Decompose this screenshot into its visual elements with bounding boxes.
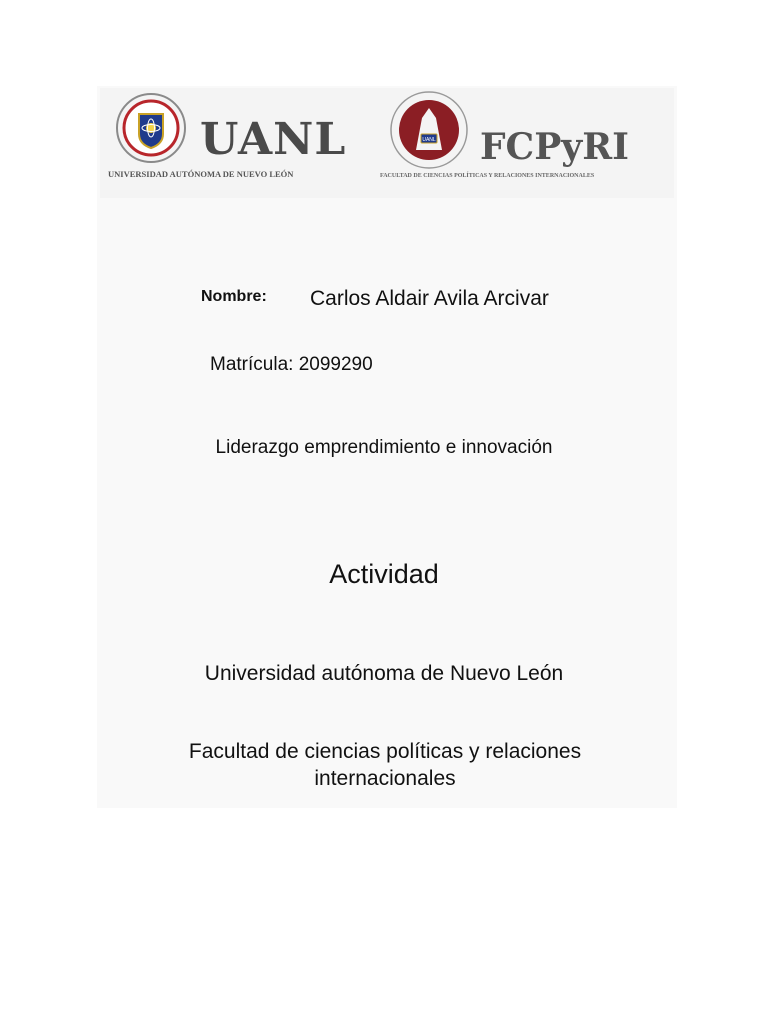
page-title: Actividad [329,559,439,589]
course-name: Liderazgo emprendimiento e innovación [215,437,553,458]
student-name: Carlos Aldair Avila Arcivar [310,287,549,310]
fcpyri-subtitle: FACULTAD DE CIENCIAS POLÍTICAS Y RELACIONES INTERNACIONALES [380,173,595,179]
uanl-subtitle: UNIVERSIDAD AUTÓNOMA DE NUEVO LEÓN [108,169,294,179]
fcpyri-seal-center-text: UANL [422,137,436,143]
fcpyri-wordmark: FCPyRI [480,126,629,168]
faculty-name: Facultad de ciencias políticas y relaciones internacionales [188,740,582,790]
uanl-seal-logo [108,92,194,164]
student-id: Matrícula: 2099290 [210,354,373,375]
uanl-wordmark: UANL [200,114,347,165]
name-label: Nombre: [201,288,267,305]
university-name: Universidad autónoma de Nuevo León [204,662,564,685]
fcpyri-seal-logo [380,90,478,170]
